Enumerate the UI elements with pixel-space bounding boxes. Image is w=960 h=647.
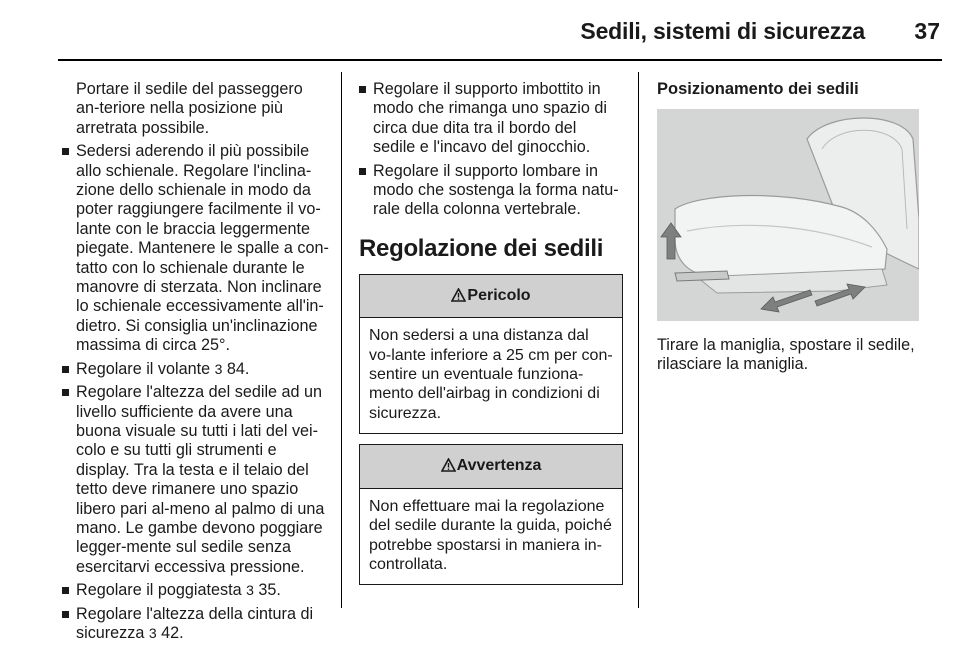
column-1 [62, 80, 330, 647]
bullet-text: Regolare l'altezza del sedile ad un livello sufficiente da avere una buona visuale su tutti i lati del vei-colo e su tutti gli strumenti e display. Tra la testa e il telaio del tetto deve rimanere uno spazio libero pari al-meno al palmo di una mano. Le gambe devono poggiare legger-mente sul sedile senza esercitarvi eccessiva pressione. [76, 383, 325, 576]
bullet-headrest [62, 581, 330, 600]
bullet-seat-height [62, 383, 330, 577]
subsection-heading: Posizionamento dei sedili [657, 80, 859, 98]
bullet-text: Regolare il supporto imbottito in modo che rimanga uno spazio di circa due dita tra il bordo del sedile e l'incavo del ginocchio. [373, 80, 607, 157]
column-2 [359, 80, 623, 595]
page-ref-link[interactable]: 35. [258, 581, 281, 600]
bullet-belt-height [62, 605, 330, 644]
bullet-text: Sedersi aderendo il più possibile allo schienale. Regolare l'inclina-zione dello schienale in modo da poter raggiungere facilmente il vo-lante con le braccia leggermente piegate. Mantenere le spalle a con-tatto con lo schienale durante le manovre di sterzata. Non inclinare lo schienale eccessivamente all'in-dietro. Si consiglia un'inclinazione massima di circa 25°. [76, 142, 329, 355]
page-ref-link[interactable]: 84. [226, 359, 250, 378]
bullet-text: Regolare l'altezza della cintura di sicurezza [76, 604, 314, 642]
column-divider-2 [638, 72, 639, 608]
page-ref-symbol: 3 [246, 582, 254, 599]
caution-box [359, 444, 623, 585]
warning-triangle-icon [441, 458, 456, 477]
figure-caption: Tirare la maniglia, spostare il sedile, rilasciare la maniglia. [657, 336, 915, 374]
bullet-text: Regolare il poggiatesta [76, 581, 242, 600]
page-ref-symbol: 3 [148, 624, 157, 641]
page-number: 37 [914, 18, 940, 44]
seat-adjustment-illustration [657, 109, 919, 321]
intro-paragraph: Portare il sedile del passeggero an-teriore nella posizione più arretrata possibile. [76, 80, 303, 137]
danger-box-header [360, 275, 622, 318]
caution-box-header [360, 445, 622, 488]
running-header-title: Sedili, sistemi di sicurezza [580, 18, 865, 44]
section-heading: Regolazione dei sedili [359, 234, 604, 262]
caution-title: Avvertenza [456, 457, 542, 475]
column-divider-1 [341, 72, 342, 608]
danger-title: Pericolo [467, 286, 531, 304]
bullet-steering [62, 360, 330, 379]
bullet-text: Regolare il volante [76, 359, 211, 378]
page-ref-symbol: 3 [214, 360, 223, 377]
bullet-cushion [359, 80, 623, 158]
danger-text: Non sedersi a una distanza dal vo-lante inferiore a 25 cm per con-sentire un eventuale funziona-mento dell'airbag in condizioni di sicurezza. [369, 327, 613, 422]
column-3 [657, 80, 923, 375]
bullet-backrest [62, 142, 330, 355]
warning-triangle-icon [451, 288, 466, 307]
bullet-lumbar [359, 162, 623, 220]
header-rule [58, 59, 942, 61]
page-ref-link[interactable]: 42. [161, 623, 184, 642]
bullet-text: Regolare il supporto lombare in modo che sostenga la forma natu-rale della colonna vertebrale. [373, 161, 619, 219]
danger-box [359, 274, 623, 434]
caution-text: Non effettuare mai la regolazione del sedile durante la guida, poiché potrebbe spostarsi in maniera in-controllata. [369, 497, 612, 573]
